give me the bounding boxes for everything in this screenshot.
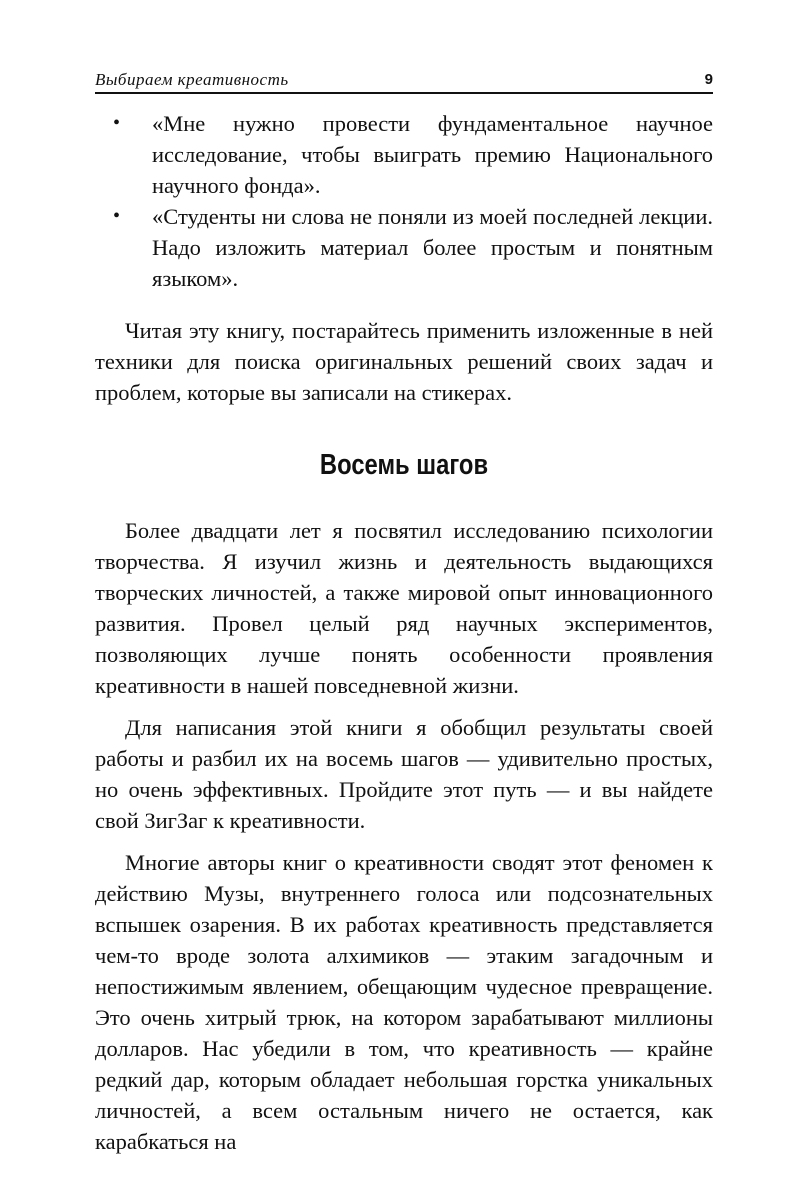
body-paragraph: Для написания этой книги я обобщил результаты своей работы и разбил их на восемь шагов — удивительно простых, но очень эффективных. Пройдите этот путь — и вы найдете свой ЗигЗаг к креативности. — [95, 715, 713, 833]
bullet-icon: • — [113, 205, 121, 227]
page-content — [95, 108, 713, 1157]
body-paragraph: Многие авторы книг о креативности сводят этот феномен к действию Музы, внутреннего голоса или подсознательных вспышек озарения. В их работах креативность представляется чем-то вроде золота алхимиков — этаким загадочным и непостижимым явлением, обещающим чудесное превращение. Это очень хитрый трюк, на котором зарабатывают миллионы долларов. Нас убедили в том, что креативность — крайне редкий дар, которым обладает небольшая горстка уникальных личностей, а всем остальным ничего не остается, как карабкаться на — [95, 850, 713, 1154]
list-item — [95, 108, 713, 201]
bullet-text: «Мне нужно провести фундаментальное научное исследование, чтобы выиграть премию Национального научного фонда». — [152, 111, 713, 198]
book-page — [95, 66, 713, 1157]
intro-paragraph: Читая эту книгу, постарайтесь применить изложенные в ней техники для поиска оригинальных решений своих задач и проблем, которые вы записали на стикерах. — [95, 318, 713, 405]
page-number: 9 — [704, 71, 713, 88]
bullet-list — [95, 108, 713, 294]
section-heading: Восемь шагов — [319, 449, 489, 481]
bullet-icon: • — [113, 112, 121, 134]
running-header — [95, 66, 713, 94]
list-item — [95, 201, 713, 294]
body-paragraph: Более двадцати лет я посвятил исследованию психологии творчества. Я изучил жизнь и деятельность выдающихся творческих личностей, а также мировой опыт инновационного развития. Провел целый ряд научных экспериментов, позволяющих лучше понять особенности проявления креативности в нашей повседневной жизни. — [95, 518, 713, 698]
running-title: Выбираем креативность — [95, 70, 289, 89]
bullet-text: «Студенты ни слова не поняли из моей последней лекции. Надо изложить материал более простым и понятным языком». — [152, 204, 713, 291]
